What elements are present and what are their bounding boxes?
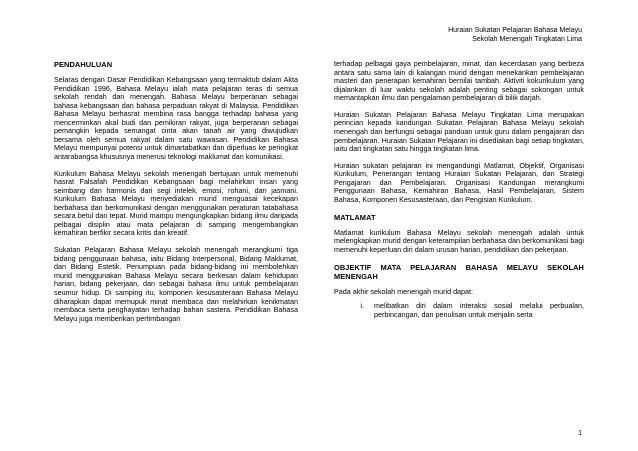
section-heading-matlamat: MATLAMAT bbox=[334, 212, 376, 222]
paragraph: Pada akhir sekolah menengah murid dapat: bbox=[334, 286, 474, 296]
header-line-2: Sekolah Menengah Tingkatan Lima bbox=[472, 35, 582, 43]
paragraph: Kurikulum Bahasa Melayu sekolah menengah bertujuan untuk memenuhi hasrat Falsafah Pendidikan Kebangsaan bagi melahirkan insan yang seimbang dan harmonis dari segi intelek, emosi, rohani, dan jasmani. Kurikulum Bahasa Melayu menyediakan murid menguasai kecekapan berbahasa dan berkomunikasi dengan menggunakan peraturan tatabahasa secara betul dan tepat. Murid mampu mengungkapkan bidang ilmu daripada pelbagai disiplin atau mata pelajaran di samping mengembangkan kemahiran berfikir secara kritis dan kreatif. bbox=[54, 168, 298, 238]
paragraph: Sukatan Pelajaran Bahasa Melayu sekolah menengah merangkumi tiga bidang penggunaan bahasa, iaitu Bidang Interpersonal, Bidang Maklumat, dan Bidang Estetik. Penumpuan pada bidang-bidang ini membolehkan murid menggunakan Bahasa Melayu secara berkesan dalam kehidupan harian, bidang pekerjaan, dan sebagai bahasa ilmu untuk pembelajaran seumur hidup. Di samping itu, komponen kesusasteraan Bahasa Melayu diharapkan dapat memupuk minat membaca dan melahirkan kenikmatan membaca serta penghayatan terhadap bahan sastera. Pendidikan Bahasa Melayu juga memberikan pertimbangan bbox=[54, 245, 298, 323]
paragraph: Selaras dengan Dasar Pendidikan Kebangsaan yang termaktub dalam Akta Pendidikan 1996, Bahasa Melayu ialah mata pelajaran teras di semua sekolah rendah dan menengah. Bahasa Melayu berperanan sebagai bahasa kebangsaan dan bahasa perpaduan rakyat di Malaysia. Pendidikan Bahasa Melayu berhasrat membina rasa bangga terhadap bahasa yang mencerminkan akal budi dan pemikiran rakyat, juga berperanan sebagai pemangkin kepada semangat cinta akan tanah air yang diwujudkan bersama oleh semua rakyat dalam satu wawasan. Pendidikan Bahasa Melayu mempunyai potensi untuk dimartabatkan dan diperluas ke peringkat antarabangsa khususnya menerusi teknologi maklumat dan komunikasi. bbox=[54, 75, 298, 161]
paragraph: Huraian sukatan pelajaran ini mengandungi Matlamat, Objektif, Organisasi Kurikulum, Penerangan tentang Huraian Sukatan Pelajaran, dan Strategi Pengajaran dan Pembelajaran. Organisasi Kandungan merangkumi Penggunaan Bahasa, Kemahiran Bahasa, Hasil Pembelajaran, Sistem Bahasa, Komponen Kesusasteraan, dan Pengisian Kurikulum. bbox=[334, 160, 584, 205]
list-text: melibatkan diri dalam interaksi sosial melalui perbualan, perbincangan, dan penulisan untuk menjalin serta bbox=[374, 301, 584, 319]
paragraph: Huraian Sukatan Pelajaran Bahasa Melayu Tingkatan Lima merupakan perincian kepada kandungan Sukatan Pelajaran Bahasa Melayu sekolah menengah dan berfungsi sebagai panduan untuk guru dalam pengajaran dan pembelajaran. Huraian Sukatan Pelajaran ini disediakan bagi setiap tingkatan, iaitu dari tingkatan satu hingga tingkatan lima. bbox=[334, 109, 584, 154]
header-line-1: Huraian Sukatan Pelajaran Bahasa Melayu bbox=[448, 27, 582, 34]
paragraph: Matlamat kurikulum Bahasa Melayu sekolah menengah adalah untuk melengkapkan murid dengan keterampilan berbahasa dan berkomunikasi bagi memenuhi keperluan diri dalam urusan harian, pendidikan dan pekerjaan. bbox=[334, 227, 584, 254]
section-heading-objektif: OBJEKTIF MATA PELAJARAN BAHASA MELAYU SEKOLAH MENENGAH bbox=[334, 262, 584, 281]
paragraph: terhadap pelbagai gaya pembelajaran, minat, dan kecerdasan yang berbeza antara satu sama lain di kalangan murid dengan menekankan pembelajaran masteri dan penerapan kemahiran bernilai tambah. Aktiviti kokurikulum yang dijalankan di luar waktu sekolah adalah penting sebagai sokongan untuk memantapkan ilmu dan pengalaman pembelajaran di bilik darjah. bbox=[334, 59, 584, 103]
right-column bbox=[334, 60, 584, 319]
list-item bbox=[334, 302, 584, 319]
section-heading-pendahuluan: PENDAHULUAN bbox=[54, 60, 113, 69]
running-header bbox=[322, 27, 582, 44]
page-number: 1 bbox=[578, 430, 582, 437]
list-number: i. bbox=[360, 301, 364, 311]
left-column bbox=[54, 60, 298, 331]
